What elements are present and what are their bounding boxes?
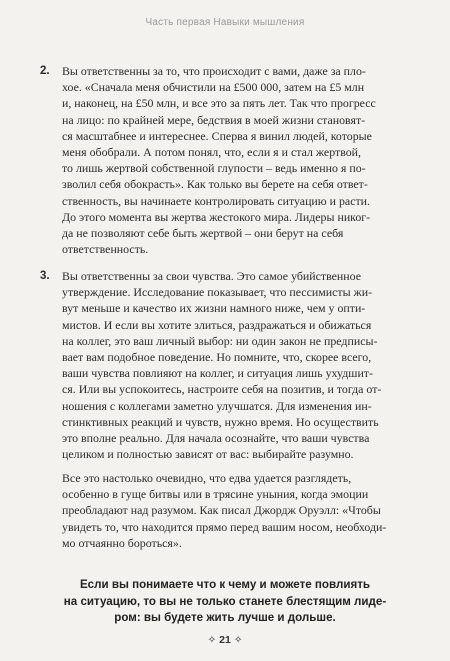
text-line: ваши чувства повлияют на коллег, и ситуация лишь ухудшит- <box>62 366 373 381</box>
text-line: на коллег, это ваш личный выбор: ни один закон не предписы- <box>62 333 378 348</box>
body-paragraph <box>62 470 387 551</box>
item-number: 3. <box>40 270 50 282</box>
text-line: хое. «Сначала меня обчистили на £500 000, затем на £5 млн <box>62 80 365 95</box>
text-line: особенно в гуще битвы или в трясине уныния, когда эмоции <box>62 487 369 502</box>
text-line: вут меньше и качество их жизни намного ниже, чем у опти- <box>62 301 366 316</box>
text-line: стинктивных реакций и чувств, нужно время. Но осуществить <box>62 414 379 429</box>
text-line: ответственность. <box>62 242 149 257</box>
text-line: меня обобрали. А потом понял, что, если я и стал жертвой, <box>62 145 362 160</box>
text-line: да не позволяют себе быть жертвой – они берут на себя <box>62 226 344 241</box>
text-line: До этого момента вы жертва жестокого мира. Лидеры никог- <box>62 209 371 224</box>
numbered-item <box>40 268 382 462</box>
text-line: и, наконец, на £50 млн, и все это за пять лет. Так что прогресс <box>62 96 376 111</box>
text-line: это вполне реально. Для начала осознайте, что ваши чувства <box>62 431 370 446</box>
text-line: вает вам подобное поведение. Но помните, что, скорее всего, <box>62 350 372 365</box>
text-line: то лишь жертвой собственной глупости – ведь именно я по- <box>62 161 366 176</box>
numbered-item <box>40 63 382 257</box>
callout-line: на ситуацию, то вы не только станете блестящим лиде- <box>63 594 387 608</box>
item-text <box>62 268 382 462</box>
text-line: мистов. И если вы хотите злиться, раздражаться и обижаться <box>62 317 372 332</box>
text-line: Все это настолько очевидно, что едва удается разглядеть, <box>62 471 352 485</box>
text-line: Вы ответственны за свои чувства. Это самое убийственное <box>62 269 362 283</box>
item-number: 2. <box>40 65 50 77</box>
text-line: Вы ответственны за то, что происходит с вами, даже за пло- <box>62 64 366 78</box>
text-line: на лицо: по крайней мере, бедствия в моей жизни становят- <box>62 112 366 127</box>
text-line: преобладают над разумом. Как писал Джордж Оруэлл: «Чтобы <box>62 503 381 518</box>
text-line: мо отчаянно бороться». <box>62 535 182 550</box>
text-line: ственность, вы начинаете контролировать ситуацию и расти. <box>62 193 371 208</box>
text-line: зволил себя обокрасть». Как только вы берете на себя ответ- <box>62 177 368 192</box>
text-line: увидеть то, что находится прямо перед вашим носом, необходи- <box>62 519 387 534</box>
text-line: ся. Или вы успокоитесь, настроите себя на позитив, и тогда от- <box>62 382 382 397</box>
item-text <box>62 63 382 257</box>
text-line: ся масштабнее и интереснее. Сперва я винил людей, которые <box>62 128 372 143</box>
text-line: целиком и полностью зависят от вас: выбирайте разумно. <box>62 447 354 462</box>
text-line: ношения с коллегами заметно улучшатся. Для изменения ин- <box>62 398 372 413</box>
text-line: утверждение. Исследование показывает, что пессимисты жи- <box>62 285 373 300</box>
running-head: Часть первая Навыки мышления <box>145 17 305 28</box>
page-number: ✧ 21 ✧ <box>207 634 243 646</box>
callout-line: ром: вы будете жить лучше и дольше. <box>114 611 336 625</box>
callout-line: Если вы понимаете что к чему и можете повлиять <box>79 578 371 591</box>
callout-quote <box>50 577 400 627</box>
